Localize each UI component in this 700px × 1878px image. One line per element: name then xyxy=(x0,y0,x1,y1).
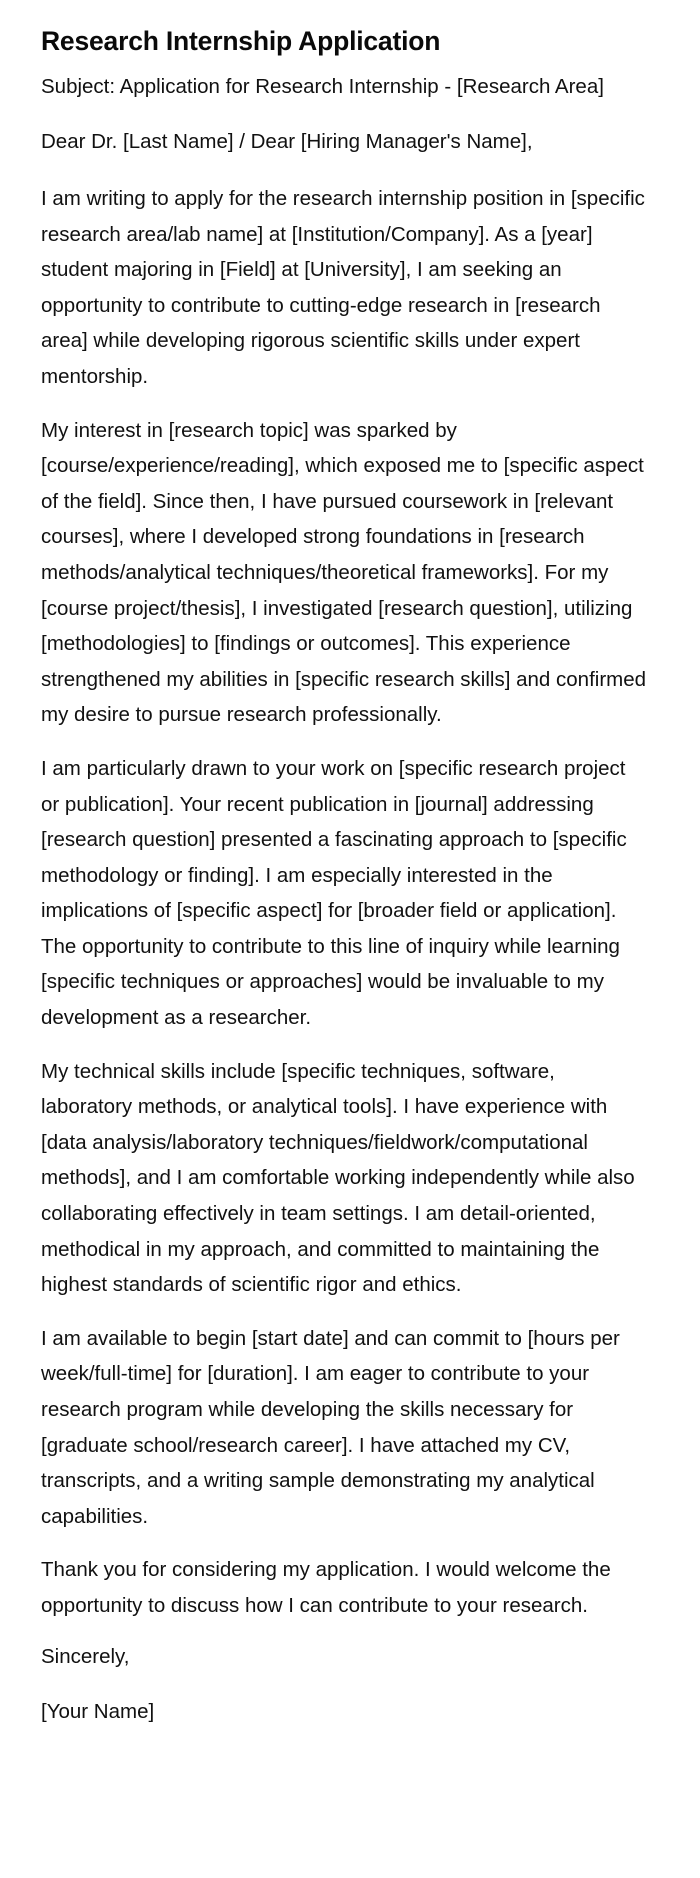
paragraph-availability: I am available to begin [start date] and can commit to [hours per week/full-time] for [duration]. I am eager to contribute to your research program while developing the skills necessary for [graduate school/research career]. I have attached my CV, transcripts, and a writing sample demonstrating my analytical capabilities. xyxy=(41,1326,620,1528)
letter-title: Research Internship Application xyxy=(41,26,441,56)
subject-line: Subject: Application for Research Internship - [Research Area] xyxy=(41,75,604,98)
paragraph-research-interest: I am particularly drawn to your work on [specific research project or publication]. Your recent publication in [journal] addressing [research question] presented a fascinating approach to [specific methodology or finding]. I am especially interested in the implications of [specific aspect] for [broader field or application]. The opportunity to contribute to this line of inquiry while learning [specific techniques or approaches] would be invaluable to my development as a researcher. xyxy=(41,756,627,1030)
salutation: Dear Dr. [Last Name] / Dear [Hiring Manager's Name], xyxy=(41,130,533,153)
paragraph-technical-skills: My technical skills include [specific techniques, software, laboratory methods, or analytical tools]. I have experience with [data analysis/laboratory techniques/fieldwork/computational methods], and I am comfortable working independently while also collaborating effectively in team settings. I am detail-oriented, methodical in my approach, and committed to maintaining the highest standards of scientific rigor and ethics. xyxy=(41,1059,635,1297)
paragraph-thank-you: Thank you for considering my application. I would welcome the opportunity to discuss how I can contribute to your research. xyxy=(41,1558,611,1617)
closing: Sincerely, xyxy=(41,1644,130,1668)
signature: [Your Name] xyxy=(41,1699,155,1723)
paragraph-introduction: I am writing to apply for the research internship position in [specific research area/lab name] at [Institution/Company]. As a [year] student majoring in [Field] at [University], I am seeking an opportunity to contribute to cutting-edge research in [research area] while developing rigorous scientific skills under expert mentorship. xyxy=(41,187,645,388)
paragraph-background: My interest in [research topic] was sparked by [course/experience/reading], which exposed me to [specific aspect of the field]. Since then, I have pursued coursework in [relevant courses], where I developed strong foundations in [research methods/analytical techniques/theoretical frameworks]. For my [course project/thesis], I investigated [research question], utilizing [methodologies] to [findings or outcomes]. This experience strengthened my abilities in [specific research skills] and confirmed my desire to pursue research professionally. xyxy=(41,418,647,727)
